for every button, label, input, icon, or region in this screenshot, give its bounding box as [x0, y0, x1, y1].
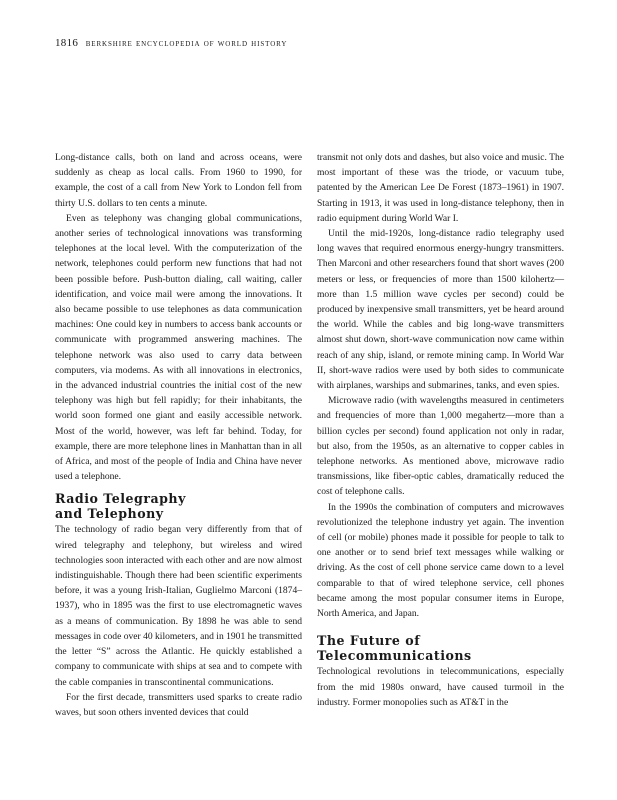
paragraph: For the first decade, transmitters used sparks to create radio waves, but soon others invented devices that could [55, 691, 302, 718]
heading-line: and Telephony [55, 506, 164, 522]
heading-line: The Future of [317, 633, 421, 649]
running-head [55, 36, 575, 51]
paragraph: Even as telephony was changing global communications, another series of technological innovations was transforming telephones at the local level. With the computerization of the network, telephones could perform new functions that had not been possible before. Push-button dialing, call waiting, caller identification, and voice mail were among the innovations. It also became possible to use telephones as data communication machines: One could key in numbers to access bank accounts or communicate with programmed answering machines. The telephone network was also used to carry data between computers, via modems. As with all innovations in electronics, in the advanced industrial countries the initial cost of the new telephony was high but fell rapidly; for their inhabitants, the world soon formed one giant and easily accessible network. Most of the world, however, was left far behind. Today, for example, there are more telephone lines in Manhattan than in all of Africa, and most of the people of India and China have never used a telephone. [55, 212, 302, 483]
paragraph: In the 1990s the combination of computers and microwaves revolutionized the telephone industry yet again. The invention of cell (or mobile) phones made it possible for people to talk to one another or to send brief text messages while walking or driving. As the cost of cell phone service came down to a level comparable to that of wired telephone service, cell phones became among the most popular consumer items in Europe, North America, and Japan. [317, 501, 564, 620]
page-number: 1816 [55, 37, 79, 49]
heading-line: Telecommunications [317, 648, 472, 664]
section-heading-future [317, 633, 564, 663]
paragraph: Until the mid-1920s, long-distance radio telegraphy used long waves that required enormous energy-hungry transmitters. Then Marconi and other researchers found that short waves (200 meters or less, or frequencies of more than 1500 kilohertz—more than 1.5 million wave cycles per second) could be produced by inexpensive small transmitters, yet be heard around the world. While the cables and big long-wave transmitters almost shut down, short-wave communication now came within reach of any ship, island, or remote mining camp. In World War II, short-wave radios were used by both sides to communicate with airplanes, warships and submarines, tanks, and even spies. [317, 228, 564, 392]
right-column [317, 150, 564, 710]
book-title: berkshire encyclopedia of world history [85, 39, 288, 49]
section-heading-radio [55, 491, 302, 521]
paragraph: Technological revolutions in telecommunications, especially from the mid 1980s onward, have caused turmoil in the industry. Former monopolies such as AT&T in the [317, 666, 564, 708]
heading-line: Radio Telegraphy [55, 491, 186, 507]
left-column [55, 150, 302, 720]
paragraph: Microwave radio (with wavelengths measured in centimeters and frequencies of more than 1,000 megahertz—more than a billion cycles per second) found application not only in radar, but also, from the 1950s, as an alternative to copper cables in telephone networks. As mentioned above, microwave radio transmissions, like fiber-optic cables, dramatically reduced the cost of telephone calls. [317, 395, 564, 498]
paragraph: The technology of radio began very differently from that of wired telegraphy and telephony, but wireless and wired technologies soon interacted with each other and are now almost indistinguishable. Though there had been scientific experiments before, it was a young Irish-Italian, Guglielmo Marconi (1874–1937), who in 1895 was the first to use electromagnetic waves as a means of communication. By 1898 he was able to send messages in code over 40 kilometers, and in 1901 he transmitted the letter “S” across the Atlantic. He quickly established a company to communicate with ships at sea and to compete with the cable companies in transcontinental communications. [55, 524, 302, 688]
paragraph: transmit not only dots and dashes, but also voice and music. The most important of these was the triode, or vacuum tube, patented by the American Lee De Forest (1873–1961) in 1907. Starting in 1913, it was used in long-distance telephony, then in radio equipment during World War I. [317, 152, 564, 224]
paragraph: Long-distance calls, both on land and across oceans, were suddenly as cheap as local calls. From 1960 to 1990, for example, the cost of a call from New York to London fell from thirty U.S. dollars to ten cents a minute. [55, 152, 302, 209]
